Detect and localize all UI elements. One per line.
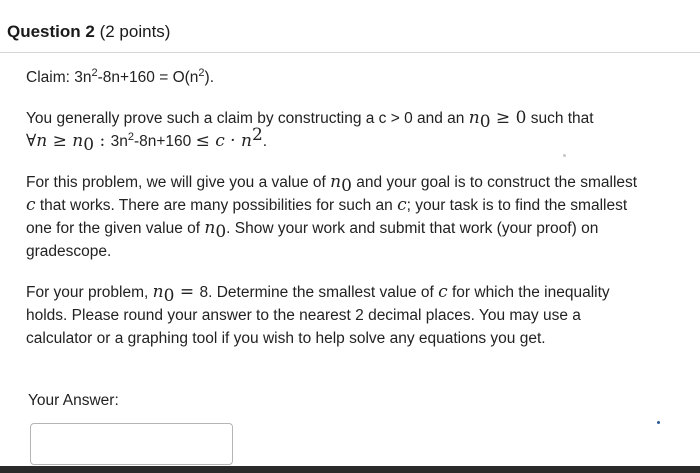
leq-expression: ≤ c · n [195, 131, 252, 151]
problem-text: . Show your work and submit that work (your proof) on gradescope. [26, 220, 599, 260]
question-title: Question 2 [7, 22, 95, 41]
your-problem-text: . Determine the smallest value of [208, 284, 439, 301]
your-problem-text: For your problem, [26, 284, 153, 301]
your-problem-paragraph [26, 281, 646, 350]
forall-expression: ∀n ≥ n [26, 131, 84, 151]
your-problem-text: for which the inequality holds. Please round your answer to the nearest 2 decimal places. You may use a calculator or a graphing tool if you wish to help solve any equations you get. [26, 284, 610, 347]
claim-exponent: 2 [91, 66, 98, 79]
claim-prefix: Claim: 3n [26, 69, 92, 86]
question-header [0, 0, 700, 53]
claim-suffix: ). [204, 69, 215, 86]
problem-text: that works. There are many possibilities for such an [35, 197, 398, 214]
claim-exponent: 2 [198, 66, 205, 79]
question-heading [7, 22, 170, 42]
problem-paragraph [26, 171, 646, 263]
n0-subscript: 0 [479, 112, 491, 133]
problem-text: and your goal is to construct the smallest [351, 174, 638, 191]
n0-symbol: n [152, 282, 164, 302]
geq-zero: ≥ 0 [490, 108, 527, 128]
leq-exponent: 2 [251, 124, 263, 145]
answer-input[interactable] [30, 423, 233, 465]
poly-term: 3n [110, 133, 128, 150]
n0-subscript: 0 [215, 222, 227, 243]
prove-text-tail: such that [526, 110, 594, 127]
scan-speck [657, 421, 660, 424]
claim-text [26, 66, 646, 89]
forall-subscript: 0 [83, 135, 95, 156]
n0-value: 8 [199, 284, 209, 301]
colon: : [94, 131, 111, 151]
question-points: (2 points) [99, 22, 171, 41]
period: . [262, 133, 268, 150]
answer-label: Your Answer: [28, 392, 119, 409]
c-symbol: c [26, 195, 36, 215]
n0-subscript: 0 [341, 176, 352, 197]
c-symbol: c [397, 195, 407, 215]
problem-text: ; your task is to find the smallest one for the given value of [26, 197, 628, 237]
problem-text: For this problem, we will give you a value of [26, 174, 331, 191]
question-body [26, 66, 646, 368]
c-symbol: c [438, 282, 448, 302]
equals-sign: = [174, 282, 200, 302]
claim-middle: -8n+160 = O(n [97, 69, 199, 86]
scan-speck [563, 154, 566, 157]
poly-exponent: 2 [127, 130, 134, 143]
prove-text: You generally prove such a claim by constructing a c > 0 and an [26, 110, 469, 127]
poly-rest: -8n+160 [133, 133, 196, 150]
n0-symbol: n [330, 172, 342, 192]
bottom-edge [0, 466, 700, 473]
n0-symbol: n [204, 218, 216, 238]
prove-paragraph [26, 107, 646, 156]
n0-symbol: n [468, 108, 480, 128]
n0-subscript: 0 [163, 286, 175, 307]
